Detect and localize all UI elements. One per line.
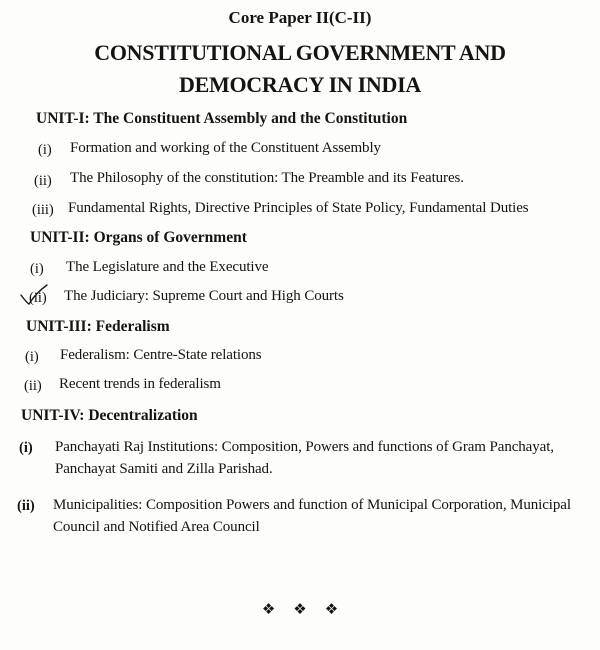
unit-3-heading: UNIT-III: Federalism bbox=[26, 318, 170, 335]
unit-3-item-1-text: Federalism: Centre-State relations bbox=[60, 347, 262, 363]
unit-1-item-2-text: The Philosophy of the constitution: The Preamble and its Features. bbox=[70, 170, 464, 186]
unit-1-item-1-number: (i) bbox=[38, 142, 52, 158]
unit-2-item-1-text: The Legislature and the Executive bbox=[66, 259, 269, 275]
unit-1-item-1-text: Formation and working of the Constituent Assembly bbox=[70, 140, 381, 156]
unit-4-item-1-text: Panchayati Raj Institutions: Composition, Powers and functions of Gram Panchayat, Panchayat Samiti and Zilla Parishad. bbox=[55, 439, 554, 477]
unit-2-heading: UNIT-II: Organs of Government bbox=[30, 229, 247, 246]
unit-4-item-2-number: (ii) bbox=[17, 498, 35, 514]
footer-ornament: ❖❖❖ bbox=[261, 600, 357, 618]
unit-3-item-2-text: Recent trends in federalism bbox=[59, 376, 221, 392]
unit-1-item-3-text: Fundamental Rights, Directive Principles of State Policy, Fundamental Duties bbox=[68, 200, 529, 216]
unit-4-heading: UNIT-IV: Decentralization bbox=[21, 407, 198, 424]
page-title-line-2: DEMOCRACY IN INDIA bbox=[179, 72, 421, 97]
unit-2-item-2-number: (ii) bbox=[29, 290, 47, 306]
core-paper-label: Core Paper II(C-II) bbox=[228, 8, 372, 27]
page-title-line-1: CONSTITUTIONAL GOVERNMENT AND bbox=[94, 40, 506, 65]
tick-mark-icon bbox=[18, 284, 48, 306]
unit-1-heading: UNIT-I: The Constituent Assembly and the Constitution bbox=[36, 110, 408, 127]
unit-1-item-3-number: (iii) bbox=[32, 202, 54, 218]
unit-2-item-1-number: (i) bbox=[30, 261, 44, 277]
unit-2-item-2-text: The Judiciary: Supreme Court and High Courts bbox=[64, 288, 344, 304]
unit-4-item-1-number: (i) bbox=[19, 440, 33, 456]
unit-1-item-2-number: (ii) bbox=[34, 173, 52, 189]
unit-4-item-2-text: Municipalities: Composition Powers and function of Municipal Corporation, Municipal Council and Notified Area Council bbox=[53, 497, 571, 535]
unit-3-item-2-number: (ii) bbox=[24, 378, 42, 394]
unit-3-item-1-number: (i) bbox=[25, 349, 39, 365]
